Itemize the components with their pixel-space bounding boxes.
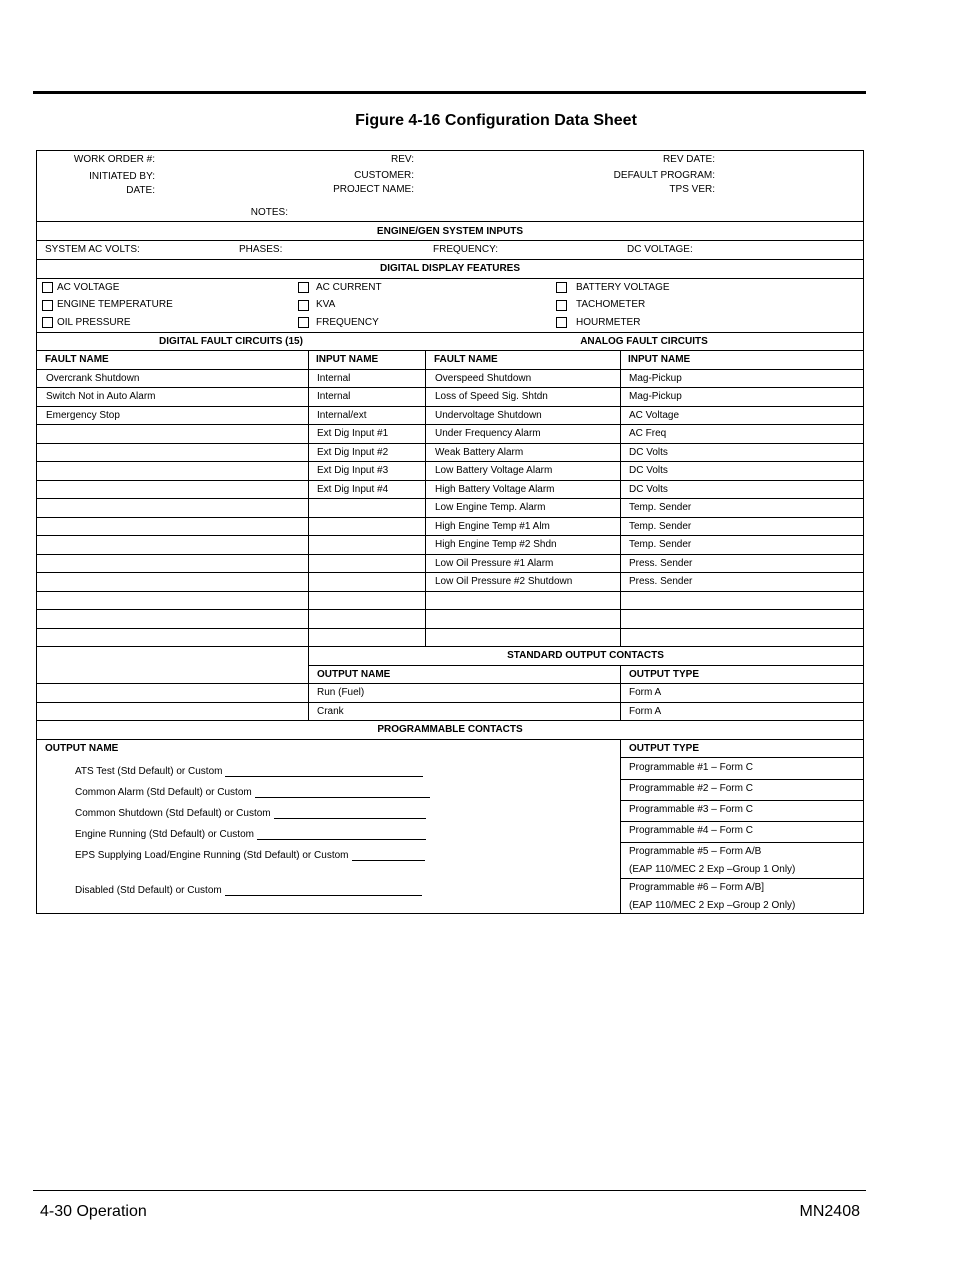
programmable-output-line-3[interactable] <box>257 839 426 840</box>
programmable-output-4: EPS Supplying Load/Engine Running (Std Default) or Custom <box>75 850 349 861</box>
programmable-type-1-0: Programmable #2 – Form C <box>629 783 753 794</box>
programmable-header-0: OUTPUT NAME <box>45 742 119 754</box>
standard-cell-1-0: Crank <box>317 705 344 717</box>
fault-cell-1-3: Mag-Pickup <box>629 391 682 402</box>
fault-cell-0-1: Internal <box>317 372 351 384</box>
programmable-contacts-title: PROGRAMMABLE CONTACTS <box>377 724 523 735</box>
ac-voltage-checkbox[interactable] <box>42 282 53 293</box>
fault-header-2: FAULT NAME <box>434 354 498 365</box>
analog-fault-title: ANALOG FAULT CIRCUITS <box>580 336 708 347</box>
fault-cell-0-0: Overcrank Shutdown <box>46 372 140 384</box>
tachometer-checkbox[interactable] <box>556 300 567 311</box>
programmable-type-3-0: Programmable #4 – Form C <box>629 825 753 836</box>
fault-cell-5-2: Low Battery Voltage Alarm <box>435 465 553 476</box>
system-ac-volts-label: SYSTEM AC VOLTS: <box>45 244 140 255</box>
frequency-feature-label: FREQUENCY <box>316 317 379 328</box>
fault-cell-5-1: Ext Dig Input #3 <box>317 465 389 476</box>
rev-date-label: REV DATE: <box>662 154 715 165</box>
programmable-header-1: OUTPUT TYPE <box>629 742 700 754</box>
fault-cell-7-2: Low Engine Temp. Alarm <box>435 502 546 513</box>
battery-voltage-checkbox[interactable] <box>556 282 567 293</box>
programmable-type-5-1: (EAP 110/MEC 2 Exp –Group 2 Only) <box>629 900 796 911</box>
fault-cell-8-3: Temp. Sender <box>629 520 692 532</box>
date-label: DATE: <box>126 185 155 196</box>
hourmeter-checkbox[interactable] <box>556 317 567 328</box>
ac-current-checkbox[interactable] <box>298 282 309 293</box>
fault-cell-8-2: High Engine Temp #1 Alm <box>435 520 550 532</box>
frequency-label: FREQUENCY: <box>433 244 499 255</box>
fault-cell-6-1: Ext Dig Input #4 <box>317 483 389 495</box>
project-name-label: PROJECT NAME: <box>333 184 414 195</box>
tps-ver-label: TPS VER: <box>669 184 715 195</box>
rev-label: REV: <box>391 154 414 165</box>
programmable-type-2-0: Programmable #3 – Form C <box>629 804 753 815</box>
tachometer-label: TACHOMETER <box>576 299 646 310</box>
fault-cell-4-3: DC Volts <box>629 446 668 458</box>
top-rule <box>33 91 866 94</box>
programmable-output-2: Common Shutdown (Std Default) or Custom <box>75 808 271 819</box>
work-order-label: WORK ORDER #: <box>73 154 155 165</box>
fault-header-3: INPUT NAME <box>628 354 691 365</box>
programmable-type-4-0: Programmable #5 – Form A/B <box>629 846 762 857</box>
fault-cell-1-2: Loss of Speed Sig. Shtdn <box>435 391 548 402</box>
kva-label: KVA <box>316 299 336 310</box>
fault-cell-4-1: Ext Dig Input #2 <box>317 446 389 458</box>
engine-temperature-checkbox[interactable] <box>42 300 53 311</box>
standard-cell-0-0: Run (Fuel) <box>317 687 365 698</box>
fault-cell-3-2: Under Frequency Alarm <box>435 428 541 439</box>
kva-checkbox[interactable] <box>298 300 309 311</box>
programmable-output-0: ATS Test (Std Default) or Custom <box>75 766 223 777</box>
initiated-by-label: INITIATED BY: <box>89 171 155 182</box>
display-features-title: DIGITAL DISPLAY FEATURES <box>379 263 521 274</box>
programmable-output-line-5[interactable] <box>225 895 422 896</box>
fault-cell-0-3: Mag-Pickup <box>629 372 682 384</box>
programmable-type-4-1: (EAP 110/MEC 2 Exp –Group 1 Only) <box>629 864 796 875</box>
fault-cell-2-1: Internal/ext <box>317 409 367 421</box>
fault-cell-11-3: Press. Sender <box>629 576 693 587</box>
engine-temperature-label: ENGINE TEMPERATURE <box>57 299 173 310</box>
oil-pressure-label: OIL PRESSURE <box>57 317 131 328</box>
notes-label: NOTES: <box>250 207 288 218</box>
configuration-data-sheet <box>36 150 864 914</box>
programmable-type-5-0: Programmable #6 – Form A/B] <box>629 882 765 893</box>
standard-cell-1-1: Form A <box>629 705 662 717</box>
fault-header-0: FAULT NAME <box>45 354 109 365</box>
standard-cell-0-1: Form A <box>629 687 662 698</box>
digital-fault-title: DIGITAL FAULT CIRCUITS (15) <box>159 336 303 347</box>
fault-cell-2-0: Emergency Stop <box>46 409 120 421</box>
fault-cell-7-3: Temp. Sender <box>629 502 692 513</box>
fault-cell-5-3: DC Volts <box>629 465 668 476</box>
fault-cell-1-0: Switch Not in Auto Alarm <box>46 391 156 402</box>
engine-inputs-title: ENGINE/GEN SYSTEM INPUTS <box>376 226 524 237</box>
fault-cell-3-3: AC Freq <box>629 428 667 439</box>
footer-doc-number: MN2408 <box>799 1203 860 1220</box>
fault-cell-0-2: Overspeed Shutdown <box>435 372 532 384</box>
default-program-label: DEFAULT PROGRAM: <box>613 170 715 181</box>
fault-cell-11-2: Low Oil Pressure #2 Shutdown <box>435 576 573 587</box>
standard-contacts-title: STANDARD OUTPUT CONTACTS <box>507 650 664 661</box>
programmable-output-line-2[interactable] <box>274 818 426 819</box>
fault-cell-2-2: Undervoltage Shutdown <box>435 409 542 421</box>
fault-cell-9-3: Temp. Sender <box>629 539 692 550</box>
battery-voltage-label: BATTERY VOLTAGE <box>576 282 670 293</box>
standard-header-1: OUTPUT TYPE <box>629 668 700 680</box>
oil-pressure-checkbox[interactable] <box>42 317 53 328</box>
programmable-output-5: Disabled (Std Default) or Custom <box>75 885 222 896</box>
footer-page: 4-30 Operation <box>40 1203 147 1220</box>
ac-current-label: AC CURRENT <box>316 282 382 293</box>
programmable-type-0-0: Programmable #1 – Form C <box>629 762 753 773</box>
hourmeter-label: HOURMETER <box>576 317 641 328</box>
fault-cell-3-1: Ext Dig Input #1 <box>317 428 389 439</box>
fault-cell-9-2: High Engine Temp #2 Shdn <box>435 539 557 550</box>
programmable-output-line-4[interactable] <box>352 860 425 861</box>
fault-cell-6-2: High Battery Voltage Alarm <box>435 483 555 495</box>
fault-cell-10-2: Low Oil Pressure #1 Alarm <box>435 557 554 569</box>
programmable-output-line-0[interactable] <box>225 776 423 777</box>
ac-voltage-label: AC VOLTAGE <box>57 282 120 293</box>
phases-label: PHASES: <box>239 244 283 255</box>
programmable-output-line-1[interactable] <box>255 797 430 798</box>
fault-cell-10-3: Press. Sender <box>629 557 693 569</box>
fault-header-1: INPUT NAME <box>316 354 379 365</box>
customer-label: CUSTOMER: <box>354 170 414 181</box>
fault-cell-4-2: Weak Battery Alarm <box>435 446 524 458</box>
fault-cell-2-3: AC Voltage <box>629 409 680 421</box>
standard-header-0: OUTPUT NAME <box>317 668 391 680</box>
fault-cell-1-1: Internal <box>317 391 351 402</box>
frequency-checkbox[interactable] <box>298 317 309 328</box>
figure-title: Figure 4-16 Configuration Data Sheet <box>355 112 637 129</box>
programmable-output-3: Engine Running (Std Default) or Custom <box>75 829 254 840</box>
dc-voltage-label: DC VOLTAGE: <box>627 244 693 255</box>
programmable-output-1: Common Alarm (Std Default) or Custom <box>75 787 252 798</box>
fault-cell-6-3: DC Volts <box>629 483 668 495</box>
bottom-rule <box>33 1190 866 1191</box>
